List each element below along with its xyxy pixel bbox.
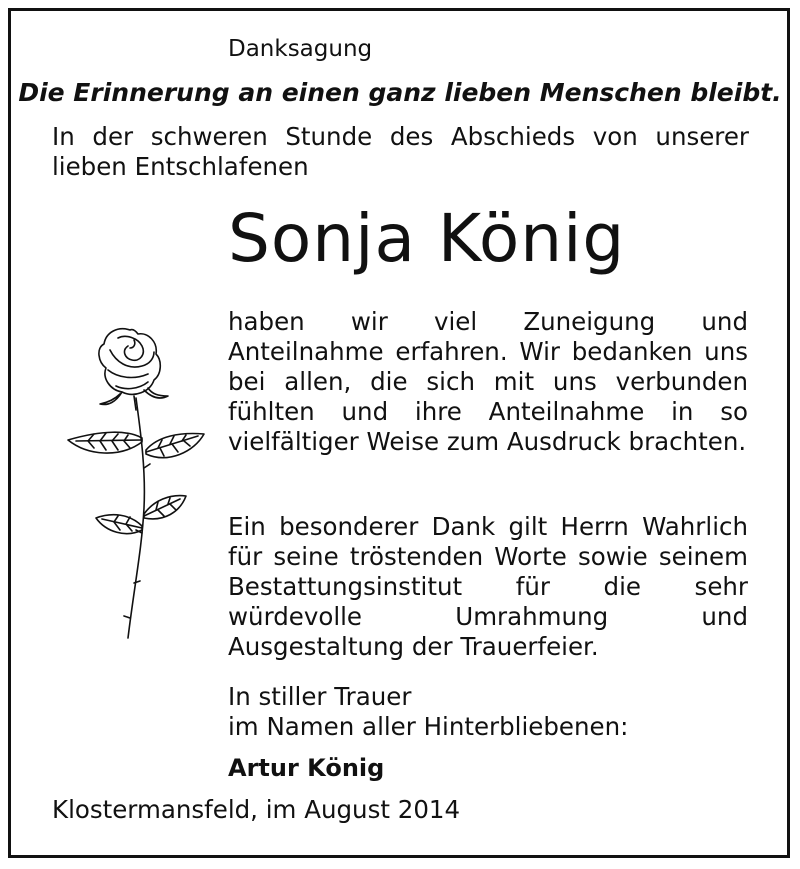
place-date: Klostermansfeld, im August 2014	[52, 795, 461, 824]
closing-line-1: In stiller Trauer	[228, 682, 412, 711]
notice-heading: Danksagung	[228, 36, 373, 62]
thanks-paragraph-1: haben wir viel Zuneigung und Anteilnahme erfahren. Wir bedanken uns bei allen, die sich mit uns verbunden fühlten und ihre Anteilnahme in so vielfältiger Weise zum Ausdruck brachten.	[228, 307, 748, 456]
rose-icon	[58, 318, 208, 658]
thanks-paragraph-2: Ein besonderer Dank gilt Herrn Wahrlich für seine tröstenden Worte sowie seinem Bestattungsinstitut für die sehr würdevolle Umrahmung und Ausgestaltung der Trauerfeier.	[228, 512, 748, 661]
notice-intro: In der schweren Stunde des Abschieds von unserer lieben Entschlafenen	[52, 122, 749, 181]
signer-name: Artur König	[228, 754, 385, 782]
deceased-name: Sonja König	[228, 200, 626, 277]
closing-line-2: im Namen aller Hinterbliebenen:	[228, 712, 629, 741]
notice-motto: Die Erinnerung an einen ganz lieben Menschen bleibt.	[18, 78, 782, 107]
closing-block	[228, 682, 748, 742]
